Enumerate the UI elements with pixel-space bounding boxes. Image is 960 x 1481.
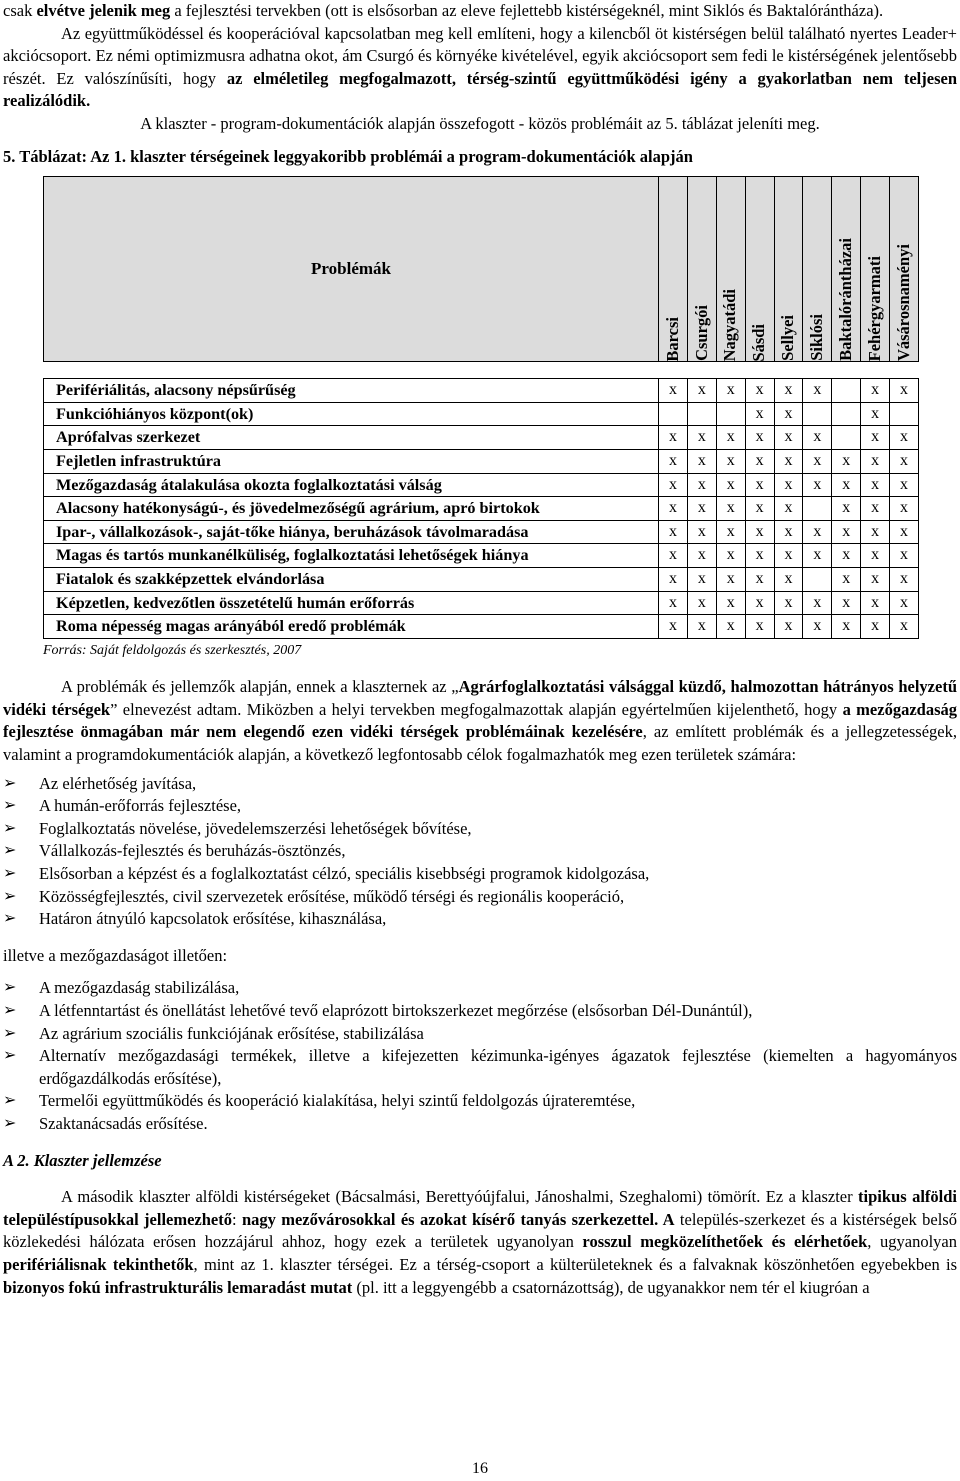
mark-cell: x	[832, 520, 861, 544]
text-run: , az említett problémák és a jellegzetességek, valamint a programdokumentációk alapján, a következő legfontosabb célok fogalmazhatók meg ezen területek számára:	[3, 722, 958, 765]
section-body	[3, 1186, 957, 1299]
region-header	[659, 177, 688, 362]
list-item	[3, 863, 957, 886]
intro-paragraph-2	[3, 23, 957, 113]
mark-cell: x	[774, 544, 803, 568]
mark-cell: x	[716, 591, 745, 615]
text-run: A második klaszter alföldi kistérségeket (Bácsalmási, Berettyóújfalui, Jánoshalmi, Szeghalomi) tömörít. Ez a klaszter	[61, 1187, 859, 1207]
text-run: , mint az 1. klaszter térségei. Ez a térség-csoport a külterületeknek és a falvaknak köszönhetően egyebekben is	[193, 1254, 958, 1274]
mark-cell: x	[861, 591, 890, 615]
region-label: Baktalórántházai	[835, 238, 855, 362]
region-header	[774, 177, 803, 362]
mark-cell: x	[832, 544, 861, 568]
table-row	[44, 567, 919, 591]
text-run: tipikus alföldi településtípusokkal jellemezhető	[3, 1187, 957, 1229]
mark-cell	[687, 402, 716, 426]
mark-cell: x	[774, 402, 803, 426]
list-item-text: Vállalkozás-fejlesztés és beruházás-ösztönzés,	[39, 841, 346, 861]
region-header	[861, 177, 890, 362]
table-caption: 5. Táblázat: Az 1. klaszter térségeinek leggyakoribb problémái a program-dokumentációk alapján	[3, 146, 693, 166]
list-item	[3, 977, 957, 1000]
mark-cell: x	[890, 591, 919, 615]
mark-cell: x	[861, 402, 890, 426]
arrow-bullet-icon: ➢	[3, 1002, 17, 1019]
mark-cell: x	[716, 544, 745, 568]
list-item-text: A mezőgazdaság stabilizálása,	[39, 978, 240, 998]
problem-cell: Magas és tartós munkanélküliség, foglalkoztatási lehetőségek hiánya	[44, 544, 659, 568]
mark-cell: x	[716, 449, 745, 473]
arrow-bullet-icon: ➢	[3, 1092, 17, 1110]
mark-cell: x	[890, 567, 919, 591]
mark-cell: x	[716, 497, 745, 521]
mark-cell	[803, 497, 832, 521]
mark-cell: x	[745, 544, 774, 568]
region-label: Sásdi	[749, 323, 769, 362]
mark-cell: x	[774, 379, 803, 403]
problem-cell: Fiatalok és szakképzettek elvándorlása	[44, 567, 659, 591]
mark-cell: x	[745, 497, 774, 521]
region-header	[890, 177, 919, 362]
mark-cell: x	[687, 426, 716, 450]
mark-cell: x	[832, 591, 861, 615]
region-label: Sellyei	[778, 315, 798, 362]
mark-cell: x	[659, 473, 688, 497]
table-row	[44, 615, 919, 639]
mark-cell: x	[687, 615, 716, 639]
summary-paragraph	[3, 676, 957, 766]
arrow-bullet-icon: ➢	[3, 797, 17, 815]
list-item	[3, 818, 957, 841]
arrow-bullet-icon: ➢	[3, 819, 17, 837]
mark-cell: x	[745, 520, 774, 544]
mark-cell: x	[659, 544, 688, 568]
region-label: Fehérgyarmati	[864, 255, 884, 362]
problem-cell: Perifériálitás, alacsony népsűrűség	[44, 379, 659, 403]
list-item	[3, 840, 957, 863]
text-run: :	[232, 1209, 242, 1229]
general-goals-list	[3, 773, 957, 931]
mark-cell: x	[890, 520, 919, 544]
list-item-text: Határon átnyúló kapcsolatok erősítése, kihasználása,	[39, 909, 387, 929]
region-label: Vásárosnaményi	[893, 244, 913, 362]
mark-cell: x	[687, 544, 716, 568]
mark-cell	[803, 402, 832, 426]
page-number: 16	[472, 1460, 488, 1477]
mark-cell: x	[659, 520, 688, 544]
problems-table	[43, 176, 919, 639]
intro-paragraph-1	[3, 0, 957, 23]
section-title: A 2. Klaszter jellemzése	[3, 1150, 162, 1170]
mark-cell: x	[716, 567, 745, 591]
mark-cell: x	[832, 449, 861, 473]
mark-cell: x	[890, 473, 919, 497]
text-run: nagy mezővárosokkal és azokat kísérő tanyás szerkezettel. A	[241, 1209, 675, 1229]
table-spacer-row	[44, 362, 919, 379]
mark-cell	[659, 402, 688, 426]
region-header	[687, 177, 716, 362]
mark-cell: x	[716, 473, 745, 497]
mark-cell: x	[774, 449, 803, 473]
text-run: bizonyos fokú infrastrukturális lemaradást mutat	[3, 1277, 353, 1297]
mark-cell	[716, 402, 745, 426]
mark-cell: x	[745, 473, 774, 497]
mark-cell: x	[774, 591, 803, 615]
mark-cell: x	[687, 473, 716, 497]
text-run: Az együttműködéssel és kooperációval kapcsolatban meg kell említeni, hogy a kilencből öt kistérségen belül található nyertes Leader+ akciócsoport. Ez némi optimizmusra adhatna okot, ám Csurgó és környéke kivételével, egyik akciócsoport sem fedi le kistérségének jelentősebb részét. Ez valószínűsíti, hogy	[3, 23, 957, 88]
mark-cell: x	[745, 567, 774, 591]
list-item-text: A humán-erőforrás fejlesztése,	[39, 796, 242, 816]
arrow-bullet-icon: ➢	[3, 774, 17, 792]
mark-cell: x	[890, 379, 919, 403]
list-item	[3, 1000, 957, 1023]
mark-cell: x	[716, 520, 745, 544]
mark-cell: x	[745, 591, 774, 615]
mark-cell: x	[803, 379, 832, 403]
mark-cell: x	[745, 426, 774, 450]
region-label: Csurgói	[691, 305, 711, 362]
table-spacer-cell	[44, 362, 919, 379]
mark-cell: x	[774, 426, 803, 450]
table-row	[44, 449, 919, 473]
mark-cell: x	[803, 473, 832, 497]
mark-cell: x	[659, 567, 688, 591]
table-source: Forrás: Saját feldolgozás és szerkesztés, 2007	[43, 642, 302, 658]
table-row	[44, 473, 919, 497]
list-item	[3, 795, 957, 818]
mark-cell: x	[861, 473, 890, 497]
table-row	[44, 426, 919, 450]
intro-paragraph-3: A klaszter - program-dokumentációk alapján összefogott - közös problémáit az 5. táblázat jeleníti meg.	[140, 113, 820, 133]
problem-cell: Képzetlen, kedvezőtlen összetételű humán erőforrás	[44, 591, 659, 615]
region-header	[803, 177, 832, 362]
mark-cell: x	[659, 615, 688, 639]
arrow-bullet-icon: ➢	[3, 1024, 17, 1042]
list-item	[3, 886, 957, 909]
mark-cell: x	[861, 449, 890, 473]
region-header	[832, 177, 861, 362]
mark-cell: x	[745, 615, 774, 639]
mark-cell: x	[890, 449, 919, 473]
table-row	[44, 379, 919, 403]
mark-cell: x	[803, 544, 832, 568]
problem-cell: Mezőgazdaság átalakulása okozta foglalkoztatási válság	[44, 473, 659, 497]
table-row	[44, 591, 919, 615]
region-header	[745, 177, 774, 362]
mark-cell: x	[803, 426, 832, 450]
mark-cell: x	[687, 449, 716, 473]
mark-cell: x	[687, 567, 716, 591]
mark-cell: x	[716, 379, 745, 403]
mark-cell: x	[659, 591, 688, 615]
mark-cell: x	[774, 615, 803, 639]
text-run: a mezőgazdaság fejlesztése önmagában már nem elegendő ezen vidéki térségek problémáinak kezelésére	[3, 699, 957, 742]
region-label: Nagyatádi	[720, 288, 740, 362]
list-item-text: Az agrárium szociális funkciójának erősítése, stabilizálása	[39, 1023, 424, 1043]
table-body	[44, 362, 919, 639]
problem-cell: Ipar-, vállalkozások-, saját-tőke hiánya, beruházások távolmaradása	[44, 520, 659, 544]
mark-cell: x	[774, 567, 803, 591]
mark-cell: x	[659, 426, 688, 450]
mark-cell: x	[861, 544, 890, 568]
mark-cell: x	[745, 379, 774, 403]
arrow-bullet-icon: ➢	[3, 1047, 17, 1065]
mark-cell	[803, 567, 832, 591]
list-item	[3, 773, 957, 796]
text-run: perifériálisnak tekinthetők	[3, 1254, 194, 1274]
mark-cell: x	[832, 497, 861, 521]
mark-cell: x	[861, 520, 890, 544]
list-item-text: A létfenntartást és önellátást lehetővé tevő elaprózott birtokszerkezet megőrzése (elsősorban Dél-Dunántúl),	[39, 1001, 753, 1020]
list-item-text: Elsősorban a képzést és a foglalkoztatást célzó, speciális kisebbségi programok kidolgozása,	[39, 864, 650, 884]
mark-cell: x	[861, 426, 890, 450]
mark-cell: x	[687, 379, 716, 403]
mark-cell: x	[861, 615, 890, 639]
mark-cell: x	[832, 567, 861, 591]
mark-cell: x	[803, 591, 832, 615]
problem-cell: Aprófalvas szerkezet	[44, 426, 659, 450]
mark-cell: x	[890, 426, 919, 450]
text-run: település-szerkezet és a kistérségek belső közlekedési hálózata erősen hozzájárul ahhoz, hogy ezek a területek ugyanolyan	[3, 1209, 957, 1252]
arrow-bullet-icon: ➢	[3, 1114, 17, 1132]
mark-cell: x	[774, 520, 803, 544]
problem-cell: Alacsony hatékonyságú-, és jövedelmezőségű agrárium, apró birtokok	[44, 497, 659, 521]
arrow-bullet-icon: ➢	[3, 865, 17, 883]
mark-cell: x	[890, 544, 919, 568]
arrow-bullet-icon: ➢	[3, 887, 17, 905]
mark-cell: x	[774, 497, 803, 521]
problem-cell: Funkcióhiányos központ(ok)	[44, 402, 659, 426]
mark-cell	[832, 426, 861, 450]
list-item-text: Közösségfejlesztés, civil szervezetek erősítése, működő térségi és regionális kooperáció,	[39, 886, 625, 906]
mark-cell: x	[890, 615, 919, 639]
list-item	[3, 1045, 957, 1090]
mark-cell: x	[803, 615, 832, 639]
table-header-row	[44, 177, 919, 362]
list-item	[3, 1113, 957, 1136]
text-run: az elméletileg megfogalmazott, térség-szintű együttműködési igény a gyakorlatban nem teljesen realizálódik.	[3, 68, 957, 111]
list-item	[3, 908, 957, 931]
mark-cell: x	[832, 473, 861, 497]
table-row	[44, 520, 919, 544]
text-run: csak	[3, 1, 37, 20]
list-item-text: Foglalkoztatás növelése, jövedelemszerzési lehetőségek bővítése,	[39, 818, 472, 838]
mark-cell: x	[803, 449, 832, 473]
agri-goals-list	[3, 977, 957, 1135]
text-run: (pl. itt a leggyengébb a csatornázottság), de ugyanakkor nem tér el kiugróan a	[352, 1277, 870, 1297]
list-item-text: Alternatív mezőgazdasági termékek, illetve a kifejezetten kézimunka-igényes ágazatok fejlesztése (kiemelten a hagyományos erdőgazdálkodás erősítése),	[39, 1046, 957, 1088]
problem-cell: Roma népesség magas arányából eredő problémák	[44, 615, 659, 639]
problems-column-header: Problémák	[44, 177, 659, 362]
region-label: Barcsi	[662, 316, 682, 362]
mark-cell	[832, 379, 861, 403]
mark-cell: x	[890, 497, 919, 521]
list-item	[3, 1023, 957, 1046]
mark-cell: x	[861, 567, 890, 591]
text-run: ” elnevezést adtam. Miközben a helyi tervekben megfogalmazottak alapján egyértelműen kijelenthető, hogy	[110, 699, 843, 719]
arrow-bullet-icon: ➢	[3, 979, 17, 997]
mark-cell	[832, 402, 861, 426]
list-item-text: Az elérhetőség javítása,	[39, 773, 197, 793]
table-row	[44, 497, 919, 521]
mark-cell	[890, 402, 919, 426]
text-run: A problémák és jellemzők alapján, ennek a klaszternek az „	[61, 677, 459, 697]
arrow-bullet-icon: ➢	[3, 842, 17, 860]
mark-cell: x	[687, 520, 716, 544]
mark-cell: x	[774, 473, 803, 497]
arrow-bullet-icon: ➢	[3, 910, 17, 928]
mark-cell: x	[659, 379, 688, 403]
mark-cell: x	[659, 449, 688, 473]
text-run: Agrárfoglalkoztatási válsággal küzdő, halmozottan hátrányos helyzetű vidéki térségek	[3, 677, 958, 719]
problem-cell: Fejletlen infrastruktúra	[44, 449, 659, 473]
document-page	[3, 0, 957, 1299]
mark-cell: x	[716, 426, 745, 450]
agri-intro: illetve a mezőgazdaságot illetően:	[3, 945, 228, 965]
list-item-text: Szaktanácsadás erősítése.	[39, 1113, 208, 1133]
table-row	[44, 544, 919, 568]
mark-cell: x	[861, 379, 890, 403]
mark-cell: x	[716, 615, 745, 639]
mark-cell: x	[745, 402, 774, 426]
mark-cell: x	[861, 497, 890, 521]
list-item	[3, 1090, 957, 1113]
text-run: elvétve jelenik meg	[36, 1, 171, 20]
mark-cell: x	[745, 449, 774, 473]
mark-cell: x	[659, 497, 688, 521]
mark-cell: x	[687, 497, 716, 521]
list-item-text: Termelői együttműködés és kooperáció kialakítása, helyi szintű feldolgozás újrateremtése,	[39, 1091, 636, 1111]
mark-cell: x	[687, 591, 716, 615]
text-run: a fejlesztési tervekben (ott is elsősorban az eleve fejlettebb kistérségeknél, mint Siklós és Baktalórántháza).	[170, 1, 884, 20]
region-header	[716, 177, 745, 362]
table-row	[44, 402, 919, 426]
text-run: rosszul megközelíthetőek és elérhetőek	[582, 1232, 868, 1252]
mark-cell: x	[803, 520, 832, 544]
region-label: Siklósi	[807, 314, 827, 362]
mark-cell: x	[832, 615, 861, 639]
text-run: , ugyanolyan	[867, 1232, 957, 1252]
